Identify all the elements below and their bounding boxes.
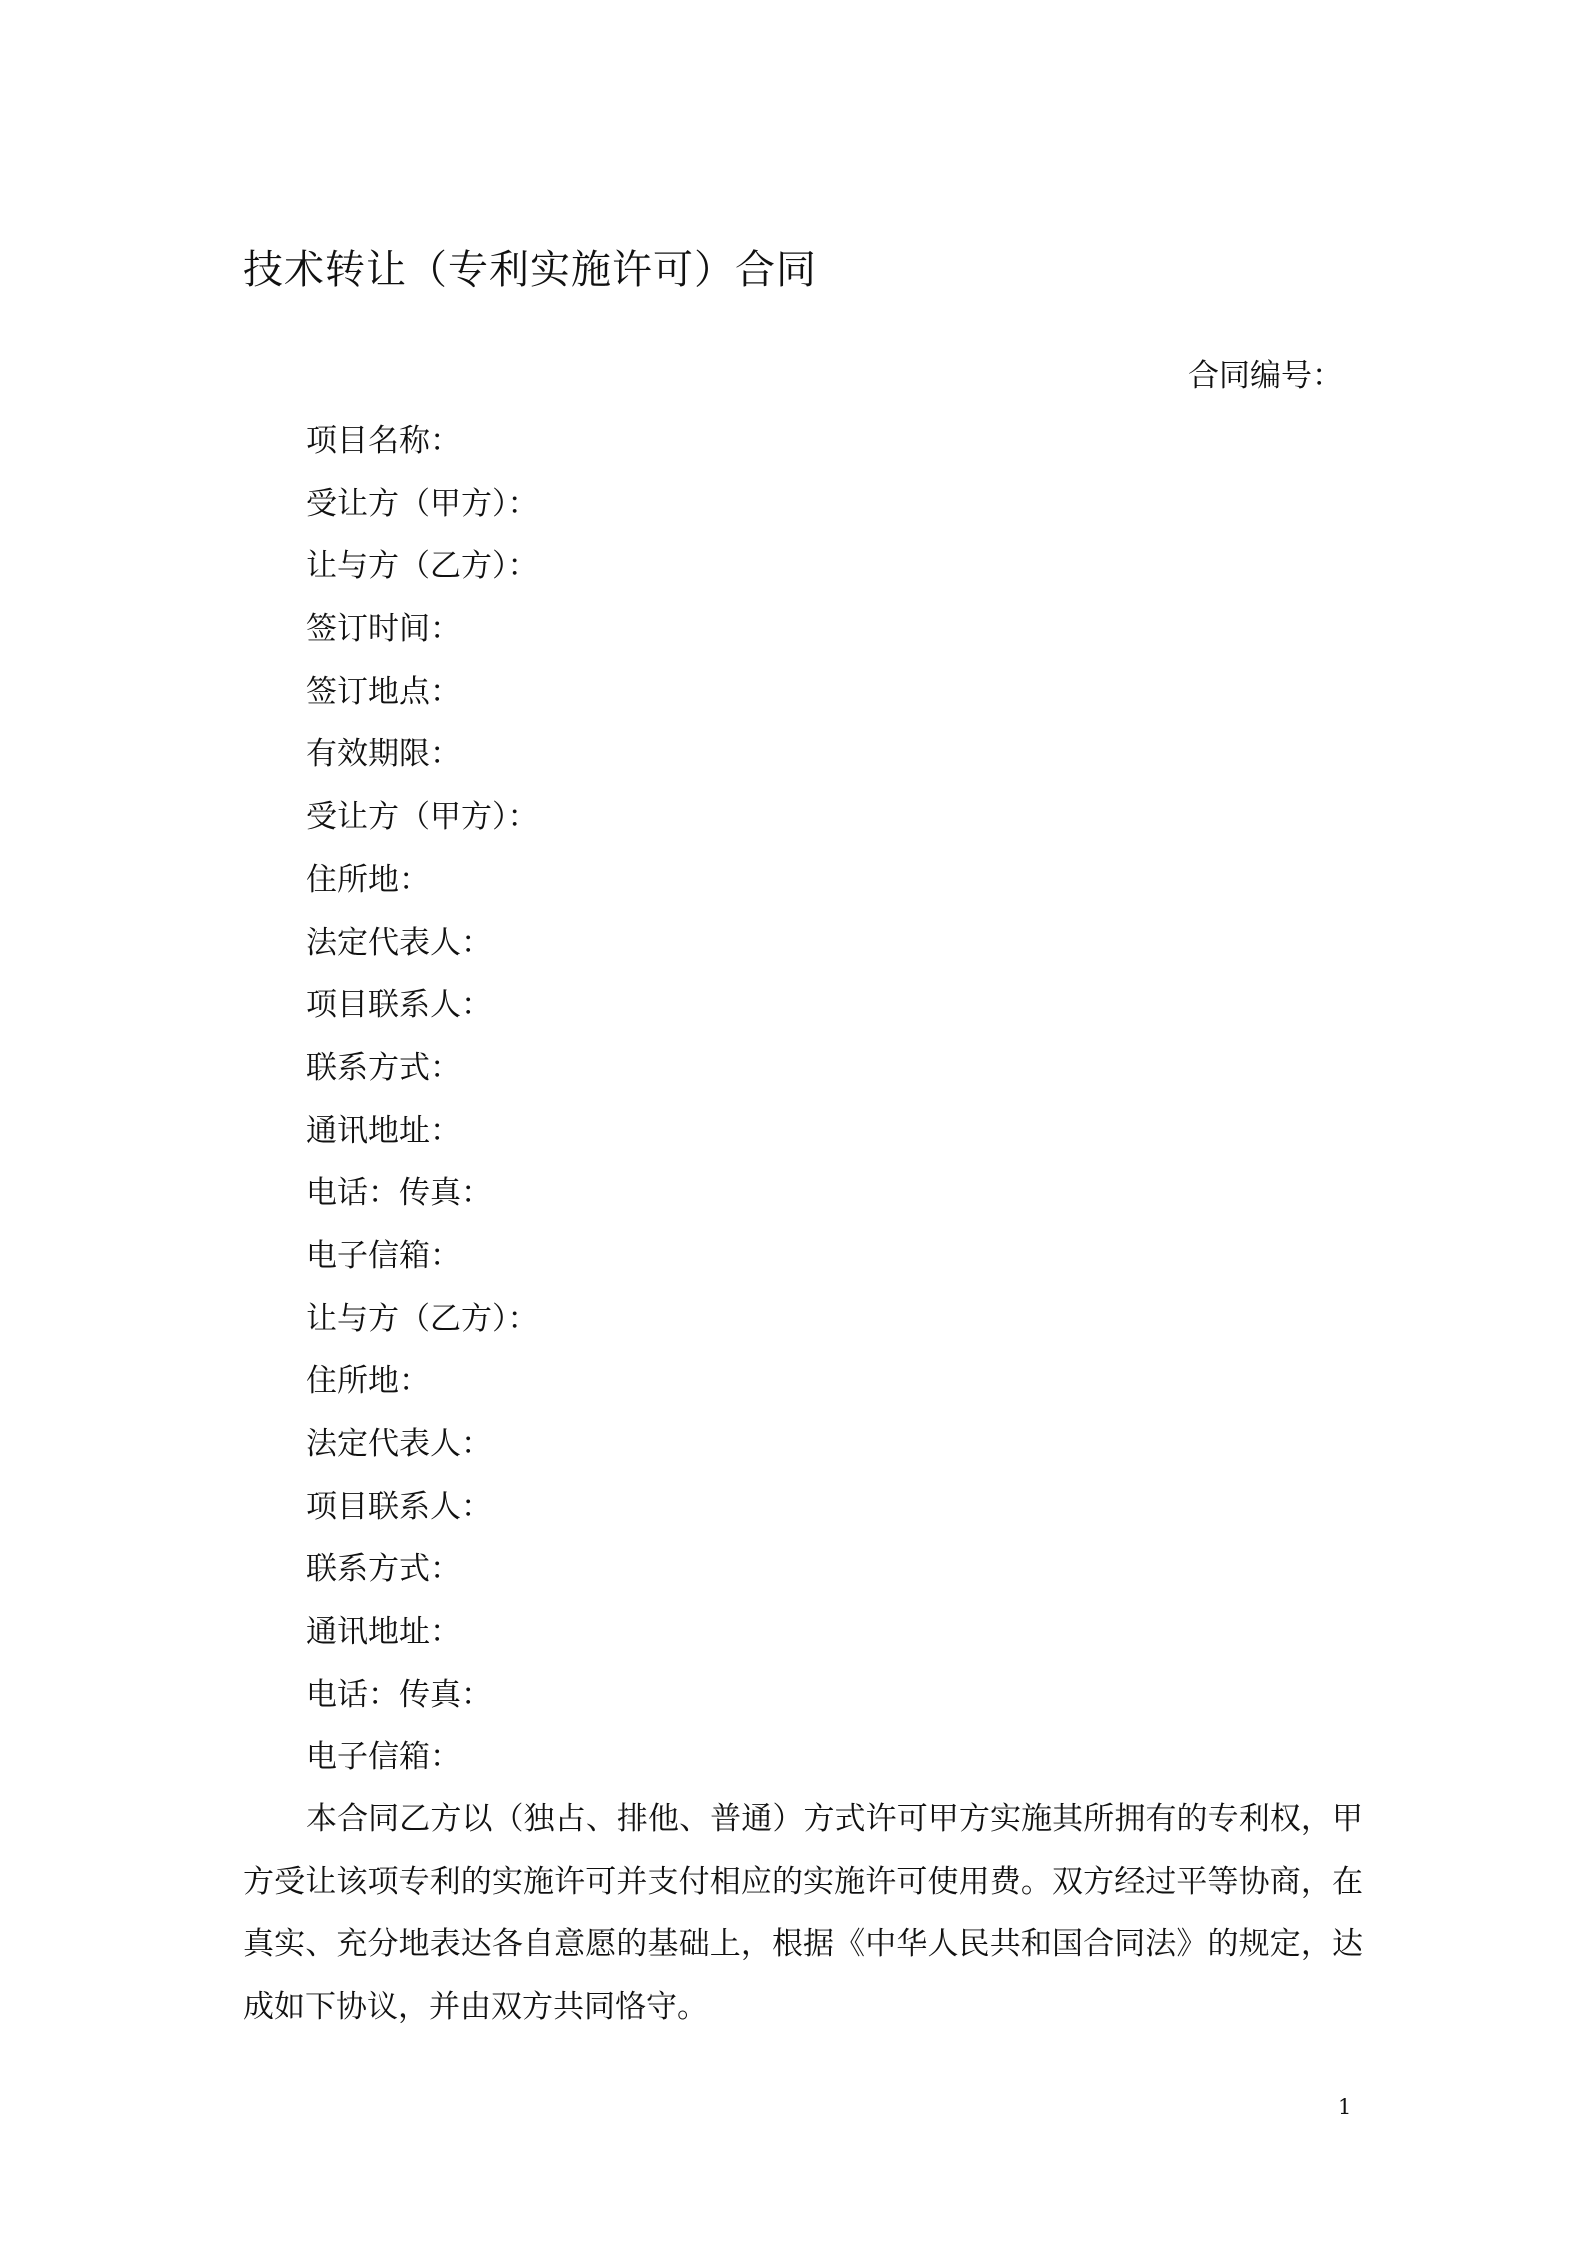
field-party-a-contact-method: 联系方式： [306, 1049, 461, 1086]
page-number: 1 [1338, 2095, 1352, 2119]
field-party-b-legal-rep: 法定代表人： [306, 1426, 492, 1462]
field-validity-period: 有效期限： [306, 736, 461, 773]
field-party-b-domicile: 住所地： [306, 1363, 430, 1400]
field-assignor-party-b: 让与方（乙方）： [306, 548, 539, 585]
field-party-a-legal-rep: 法定代表人： [306, 924, 492, 961]
contract-fields-list [306, 410, 539, 1789]
field-signing-place: 签订地点： [306, 673, 461, 710]
field-party-a-domicile: 住所地： [306, 861, 430, 898]
field-party-b-heading: 让与方（乙方）： [306, 1300, 539, 1337]
document-title: 技术转让（专利实施许可）合同 [243, 247, 817, 293]
field-party-b-contact-person: 项目联系人： [306, 1488, 492, 1525]
contract-preamble-paragraph: 本合同乙方以（独占、排他、普通）方式许可甲方实施其所拥有的专利权，甲方受让该项专利的实施许可并支付相应的实施许可使用费。双方经过平等协商，在真实、充分地表达各自意愿的基础上，根据《中华人民共和国合同法》的规定，达成如下协议，并由双方共同恪守。 [243, 1801, 1363, 2025]
field-assignee-party-a: 受让方（甲方）： [306, 485, 539, 522]
contract-number-label: 合同编号： [1188, 358, 1343, 394]
field-party-a-mailing-address: 通讯地址： [306, 1112, 461, 1149]
field-party-a-contact-person: 项目联系人： [306, 987, 492, 1024]
field-party-a-phone-fax: 电话：传真： [306, 1175, 492, 1212]
field-signing-date: 签订时间： [306, 611, 461, 648]
field-party-a-email: 电子信箱： [306, 1237, 461, 1274]
field-party-b-contact-method: 联系方式： [306, 1551, 461, 1588]
field-party-b-mailing-address: 通讯地址： [306, 1614, 461, 1651]
field-party-b-email: 电子信箱： [306, 1739, 461, 1776]
field-party-b-phone-fax: 电话：传真： [306, 1676, 492, 1713]
field-project-name: 项目名称： [306, 423, 461, 459]
field-party-a-heading: 受让方（甲方）： [306, 799, 539, 836]
